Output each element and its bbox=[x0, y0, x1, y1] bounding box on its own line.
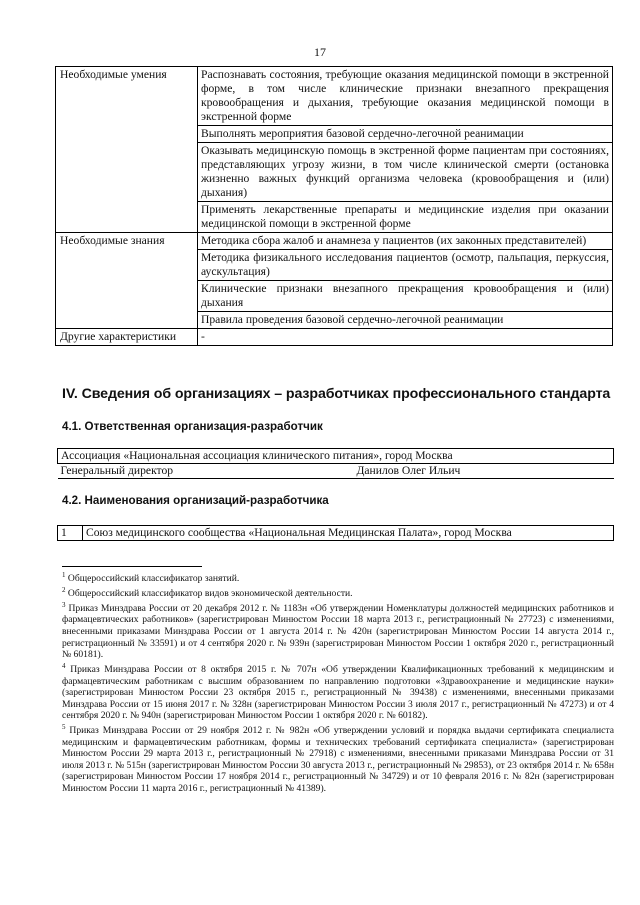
table-cell: Методика физикального исследования пациентов (осмотр, пальпация, перкуссия, аускультация) bbox=[198, 250, 613, 281]
table-row bbox=[56, 233, 613, 250]
table-row bbox=[56, 329, 613, 346]
director-name: Данилов Олег Ильич bbox=[354, 464, 614, 479]
subsection-title-responsible: 4.1. Ответственная организация-разработчик bbox=[62, 420, 323, 433]
row-label-knowledge: Необходимые знания bbox=[56, 233, 198, 329]
table-cell: Клинические признаки внезапного прекращения кровообращения и (или) дыхания bbox=[198, 281, 613, 312]
footnote: $^1$ Общероссийский классификатор занятий. bbox=[62, 571, 240, 585]
developer-orgs-table bbox=[57, 525, 614, 541]
table-row bbox=[56, 67, 613, 126]
footnote: $^2$ Общероссийский классификатор видов экономической деятельности. bbox=[62, 585, 353, 599]
row-label-other: Другие характеристики bbox=[56, 329, 198, 346]
table-cell: Правила проведения базовой сердечно-легочной реанимации bbox=[198, 312, 613, 329]
org-name: Ассоциация «Национальная ассоциация клинического питания», город Москва bbox=[58, 449, 614, 464]
footnote: $^5$ Приказ Минздрава России от 29 ноября 2012 г. № 982н «Об утверждении условий и порядка выдачи сертификата специалиста медицинским и фармацевтическим работникам, формы и технических требований сертификата специалиста» (зарегистрирован Минюстом России 29 марта 2013 г., регистрационный № 27918) с изменениями, внесенными приказами Минздрава России от 31 июля 2013 г. № 515н (зарегистрирован Минюстом России 30 августа 2013 г., регистрационный № 29853), от 23 октября 2014 г. № 658н (зарегистрирован Минюстом России 17 ноября 2014 г., регистрационный № 34729) и от 10 февраля 2016 г. № 82н (зарегистрирован Минюстом России 11 марта 2016 г., регистрационный № 41389). bbox=[62, 722, 615, 795]
subsection-title-developers: 4.2. Наименования организаций-разработчика bbox=[62, 494, 329, 507]
table-cell: Методика сбора жалоб и анамнеза у пациентов (их законных представителей) bbox=[198, 233, 613, 250]
director-position: Генеральный директор bbox=[58, 464, 354, 479]
table-row bbox=[58, 449, 614, 464]
requirements-table bbox=[55, 66, 613, 346]
footnote: $^4$ Приказ Минздрава России от 8 октября 2015 г. № 707н «Об утверждении Квалификационных требований к медицинским и фармацевтическим работникам с высшим образованием по направлению подготовки «Здравоохранение и медицинские науки» (зарегистрирован Минюстом России 23 октября 2015 г., регистрационный № 39438) с изменениями, внесенными приказами Минздрава России от 15 июня 2017 г. № 328н (зарегистрирован Минюстом России 3 июля 2017 г., регистрационный № 47273) и от 4 сентября 2020 г. № 940н (зарегистрирован Минюстом России 1 октября 2020 г. № 60182). bbox=[62, 661, 614, 722]
table-cell: Выполнять мероприятия базовой сердечно-легочной реанимации bbox=[198, 126, 613, 143]
table-row bbox=[58, 464, 614, 479]
page-number: 17 bbox=[314, 45, 326, 59]
table-cell: - bbox=[198, 329, 613, 346]
table-cell: Применять лекарственные препараты и медицинские изделия при оказании медицинской помощи в экстренной форме bbox=[198, 202, 613, 233]
org-name: Союз медицинского сообщества «Национальная Медицинская Палата», город Москва bbox=[83, 526, 614, 541]
footnotes bbox=[62, 570, 614, 795]
table-row bbox=[58, 526, 614, 541]
responsible-org-table bbox=[57, 448, 614, 479]
row-label-skills: Необходимые умения bbox=[56, 67, 198, 233]
table-cell: Распознавать состояния, требующие оказания медицинской помощи в экстренной форме, в том числе клинические признаки внезапного прекращения кровообращения и дыхания, требующие оказания медицинской помощи в экстренной форме bbox=[198, 67, 613, 126]
org-number: 1 bbox=[58, 526, 83, 541]
footnote: $^3$ Приказ Минздрава России от 20 декабря 2012 г. № 1183н «Об утверждении Номенклатуры должностей медицинских работников и фармацевтических работников» (зарегистрирован Минюстом России 18 марта 2013 г., регистрационный № 27723) с изменениями, внесенными приказами Минздрава России от 1 августа 2014 г. № 420н (зарегистрирован Минюстом России 14 августа 2014 г., регистрационный № 33591) и от 4 сентября 2020 г. № 939н (зарегистрирован Минюстом России 1 октября 2020 г., регистрационный № 60181). bbox=[62, 600, 615, 661]
footnote-divider bbox=[62, 566, 202, 567]
table-cell: Оказывать медицинскую помощь в экстренной форме пациентам при состояниях, представляющих угрозу жизни, в том числе клинической смерти (остановка жизненно важных функций организма человека (кровообращения и (или) дыхания) bbox=[198, 143, 613, 202]
section-title: IV. Сведения об организациях – разработчиках профессионального стандарта bbox=[62, 386, 611, 402]
